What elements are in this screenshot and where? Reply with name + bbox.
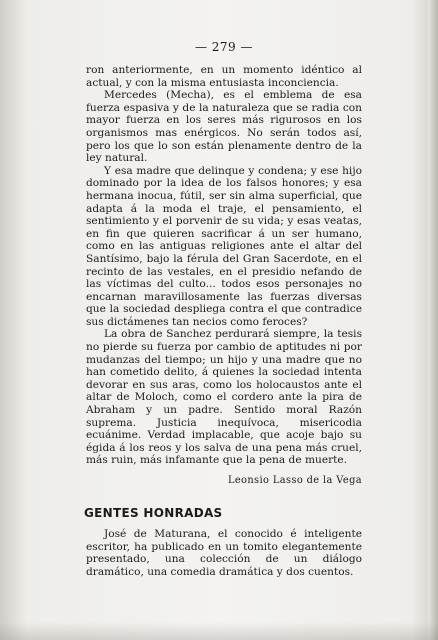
page-edge-shadow xyxy=(428,0,438,640)
page-number: — 279 — xyxy=(194,40,254,54)
section-title: GENTES HONRADAS xyxy=(84,506,223,520)
page-bottom-shadow xyxy=(0,622,438,640)
section-paragraph: José de Maturana, el conocido é inteligente escritor, ha publicado en un tomito elegantemente presentado, una colección de un diálogo dramático, una comedia dramática y dos cuentos. xyxy=(86,528,362,578)
page-content xyxy=(86,40,362,578)
paragraph-obra: La obra de Sanchez perdurará siempre, la tesis no pierde su fuerza por cambio de aptitudes ni por mudanzas del tiempo; un hijo y una madre que no han cometido delito, á quienes la sociedad intenta devorar en sus aras, como los holocaustos ante el altar de Moloch, como el cordero ante la pira de Abraham y un padre. Sentido moral Razón suprema. Justicia inequívoca, misericodia ecuánime. Verdad implacable, que acoje bajo su égida á los reos y los salva de una pena más cruel, más ruin, más infamante que la pena de muerte. xyxy=(86,328,362,467)
paragraph-madre: Y esa madre que delinque y condena; y ese hijo dominado por la idea de los falsos honores; y esa hermana inocua, fútil, ser sin alma superficial, que adapta á la moda el traje, el pensamiento, el sentimiento y el porvenir de su vida; y esas veatas, en fin que quieren sacrificar á un ser humano, como en las antiguas religiones ante el altar del Santísimo, bajo la férula del Gran Sacerdote, en el recinto de las vestales, en el presidio nefando de las víctimas del culto... todos esos personajes no encarnan maravillosamente las fuerzas diversas que la sociedad despliega contra el que contradice sus dictámenes tan necios como feroces? xyxy=(86,164,362,328)
paragraph-continuation: ron anteriormente, en un momento idéntico al actual, y con la misma entusiasta inconciencia. xyxy=(86,64,362,89)
paragraph-mercedes: Mercedes (Mecha), es el emblema de esa fuerza espasiva y de la naturaleza que se radia con mayor fuerza en los seres más rigurosos en los organismos mas enérgicos. No serán todos así, pero los que lo son están plenamente dentro de la ley natural. xyxy=(86,89,362,165)
author-signature: Leonsio Lasso de la Vega xyxy=(227,475,362,486)
